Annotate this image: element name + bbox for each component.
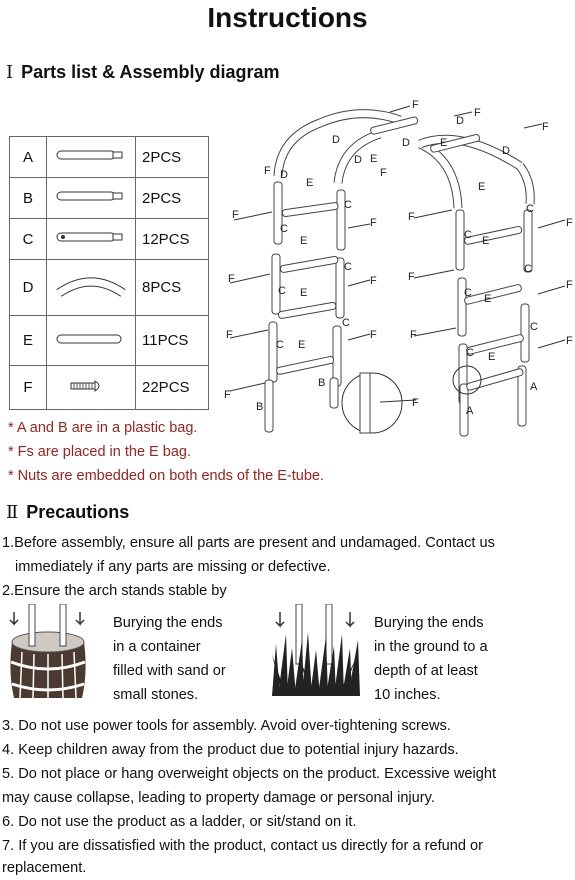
ground-illustration bbox=[272, 604, 360, 696]
caption-line: 10 inches. bbox=[374, 687, 441, 703]
section-heading-precautions bbox=[6, 502, 129, 523]
diagram-label-c: C bbox=[278, 285, 286, 297]
diagram-label-b: B bbox=[256, 401, 264, 413]
diagram-label-f: F bbox=[232, 209, 239, 221]
diagram-label-f: F bbox=[370, 217, 377, 229]
diagram-label-c: C bbox=[466, 347, 474, 359]
parts-table bbox=[9, 136, 209, 410]
diagram-label-e: E bbox=[300, 235, 308, 247]
diagram-label-e: E bbox=[440, 137, 448, 149]
part-quantity: 2PCS bbox=[136, 178, 209, 219]
diagram-label-e: E bbox=[478, 181, 486, 193]
diagram-label-f: F bbox=[408, 271, 415, 283]
parts-row bbox=[10, 178, 209, 219]
ground-caption bbox=[374, 611, 488, 707]
parts-row bbox=[10, 316, 209, 366]
precaution-2: 2.Ensure the arch stands stable by bbox=[2, 583, 227, 599]
part-quantity: 2PCS bbox=[136, 137, 209, 178]
part-quantity: 12PCS bbox=[136, 219, 209, 260]
parts-row bbox=[10, 219, 209, 260]
note-nuts: * Nuts are embedded on both ends of the E-tube. bbox=[8, 468, 324, 484]
diagram-label-d: D bbox=[332, 134, 340, 146]
diagram-label-e: E bbox=[306, 177, 314, 189]
part-quantity: 11PCS bbox=[136, 316, 209, 366]
part-letter: B bbox=[10, 178, 47, 219]
curved-tube-icon bbox=[47, 260, 136, 316]
precaution-7-cont: replacement. bbox=[2, 860, 87, 876]
diagram-label-f: F bbox=[566, 279, 573, 291]
diagram-label-d: D bbox=[402, 137, 410, 149]
diagram-label-b: B bbox=[318, 377, 326, 389]
diagram-label-c: C bbox=[342, 317, 350, 329]
diagram-label-f: F bbox=[264, 165, 271, 177]
part-letter: A bbox=[10, 137, 47, 178]
part-letter: C bbox=[10, 219, 47, 260]
caption-line: in a container bbox=[113, 639, 201, 655]
diagram-label-e: E bbox=[300, 287, 308, 299]
precaution-7: 7. If you are dissatisfied with the product, contact us directly for a refund or bbox=[2, 838, 484, 854]
long-tube-icon bbox=[47, 137, 136, 178]
diagram-label-f: F bbox=[228, 273, 235, 285]
diagram-label-c: C bbox=[344, 199, 352, 211]
diagram-label-f: F bbox=[370, 329, 377, 341]
diagram-label-f: F bbox=[412, 99, 419, 111]
diagram-label-c: C bbox=[524, 263, 532, 275]
diagram-label-d: D bbox=[502, 145, 510, 157]
section-number: Ⅱ bbox=[6, 502, 19, 523]
diagram-label-f: F bbox=[474, 107, 481, 119]
diagram-label-c: C bbox=[526, 203, 534, 215]
diagram-label-d: D bbox=[280, 169, 288, 181]
precaution-3: 3. Do not use power tools for assembly. Avoid over-tightening screws. bbox=[2, 718, 451, 734]
diagram-label-f: F bbox=[370, 275, 377, 287]
precaution-1: 1.Before assembly, ensure all parts are present and undamaged. Contact us bbox=[2, 535, 495, 551]
diagram-label-d: D bbox=[456, 115, 464, 127]
precaution-5-cont: may cause collapse, leading to property damage or personal injury. bbox=[2, 790, 435, 806]
container-caption bbox=[113, 611, 226, 707]
part-quantity: 22PCS bbox=[136, 366, 209, 410]
diagram-label-f: F bbox=[224, 389, 231, 401]
parts-row bbox=[10, 366, 209, 410]
parts-row bbox=[10, 260, 209, 316]
part-letter: E bbox=[10, 316, 47, 366]
diagram-label-f: F bbox=[566, 335, 573, 347]
note-screws-bag: * Fs are placed in the E bag. bbox=[8, 444, 191, 460]
long-tube-icon bbox=[47, 178, 136, 219]
caption-line: depth of at least bbox=[374, 663, 478, 679]
diagram-label-c: C bbox=[464, 229, 472, 241]
parts-row bbox=[10, 137, 209, 178]
diagram-label-e: E bbox=[488, 351, 496, 363]
caption-line: in the ground to a bbox=[374, 639, 488, 655]
diagram-label-f: F bbox=[566, 217, 573, 229]
assembly-diagram bbox=[220, 98, 575, 438]
diagram-label-f: F bbox=[380, 167, 387, 179]
diagram-label-f: F bbox=[410, 329, 417, 341]
page-title: Instructions bbox=[207, 2, 368, 33]
diagram-label-e: E bbox=[484, 293, 492, 305]
section-heading-parts bbox=[6, 62, 280, 83]
section-label: Precautions bbox=[26, 502, 130, 522]
diagram-label-f: F bbox=[412, 397, 419, 409]
diagram-label-e: E bbox=[482, 235, 490, 247]
diagram-label-c: C bbox=[280, 223, 288, 235]
part-letter: D bbox=[10, 260, 47, 316]
diagram-label-e: E bbox=[370, 153, 378, 165]
caption-line: Burying the ends bbox=[374, 615, 484, 631]
crossbar-tube-icon bbox=[47, 316, 136, 366]
note-plastic-bag: * A and B are in a plastic bag. bbox=[8, 420, 198, 436]
barrel-illustration bbox=[8, 604, 88, 700]
caption-line: Burying the ends bbox=[113, 615, 223, 631]
precaution-1-cont: immediately if any parts are missing or defective. bbox=[15, 559, 331, 575]
diagram-label-f: F bbox=[226, 329, 233, 341]
section-number: Ⅰ bbox=[6, 62, 14, 83]
diagram-label-d: D bbox=[354, 154, 362, 166]
precaution-4: 4. Keep children away from the product due to potential injury hazards. bbox=[2, 742, 459, 758]
part-quantity: 8PCS bbox=[136, 260, 209, 316]
diagram-label-c: C bbox=[464, 287, 472, 299]
diagram-label-c: C bbox=[344, 261, 352, 273]
short-tube-icon bbox=[47, 219, 136, 260]
part-letter: F bbox=[10, 366, 47, 410]
diagram-label-c: C bbox=[530, 321, 538, 333]
diagram-label-e: E bbox=[298, 339, 306, 351]
diagram-label-f: F bbox=[542, 121, 549, 133]
caption-line: filled with sand or bbox=[113, 663, 226, 679]
screw-icon bbox=[47, 366, 136, 410]
diagram-label-a: A bbox=[530, 381, 538, 393]
diagram-label-f: F bbox=[408, 211, 415, 223]
diagram-label-c: C bbox=[276, 339, 284, 351]
section-label: Parts list & Assembly diagram bbox=[21, 62, 280, 82]
caption-line: small stones. bbox=[113, 687, 199, 703]
precaution-5: 5. Do not place or hang overweight objects on the product. Excessive weight bbox=[2, 766, 497, 782]
precaution-6: 6. Do not use the product as a ladder, or sit/stand on it. bbox=[2, 814, 357, 830]
diagram-label-a: A bbox=[466, 405, 474, 417]
